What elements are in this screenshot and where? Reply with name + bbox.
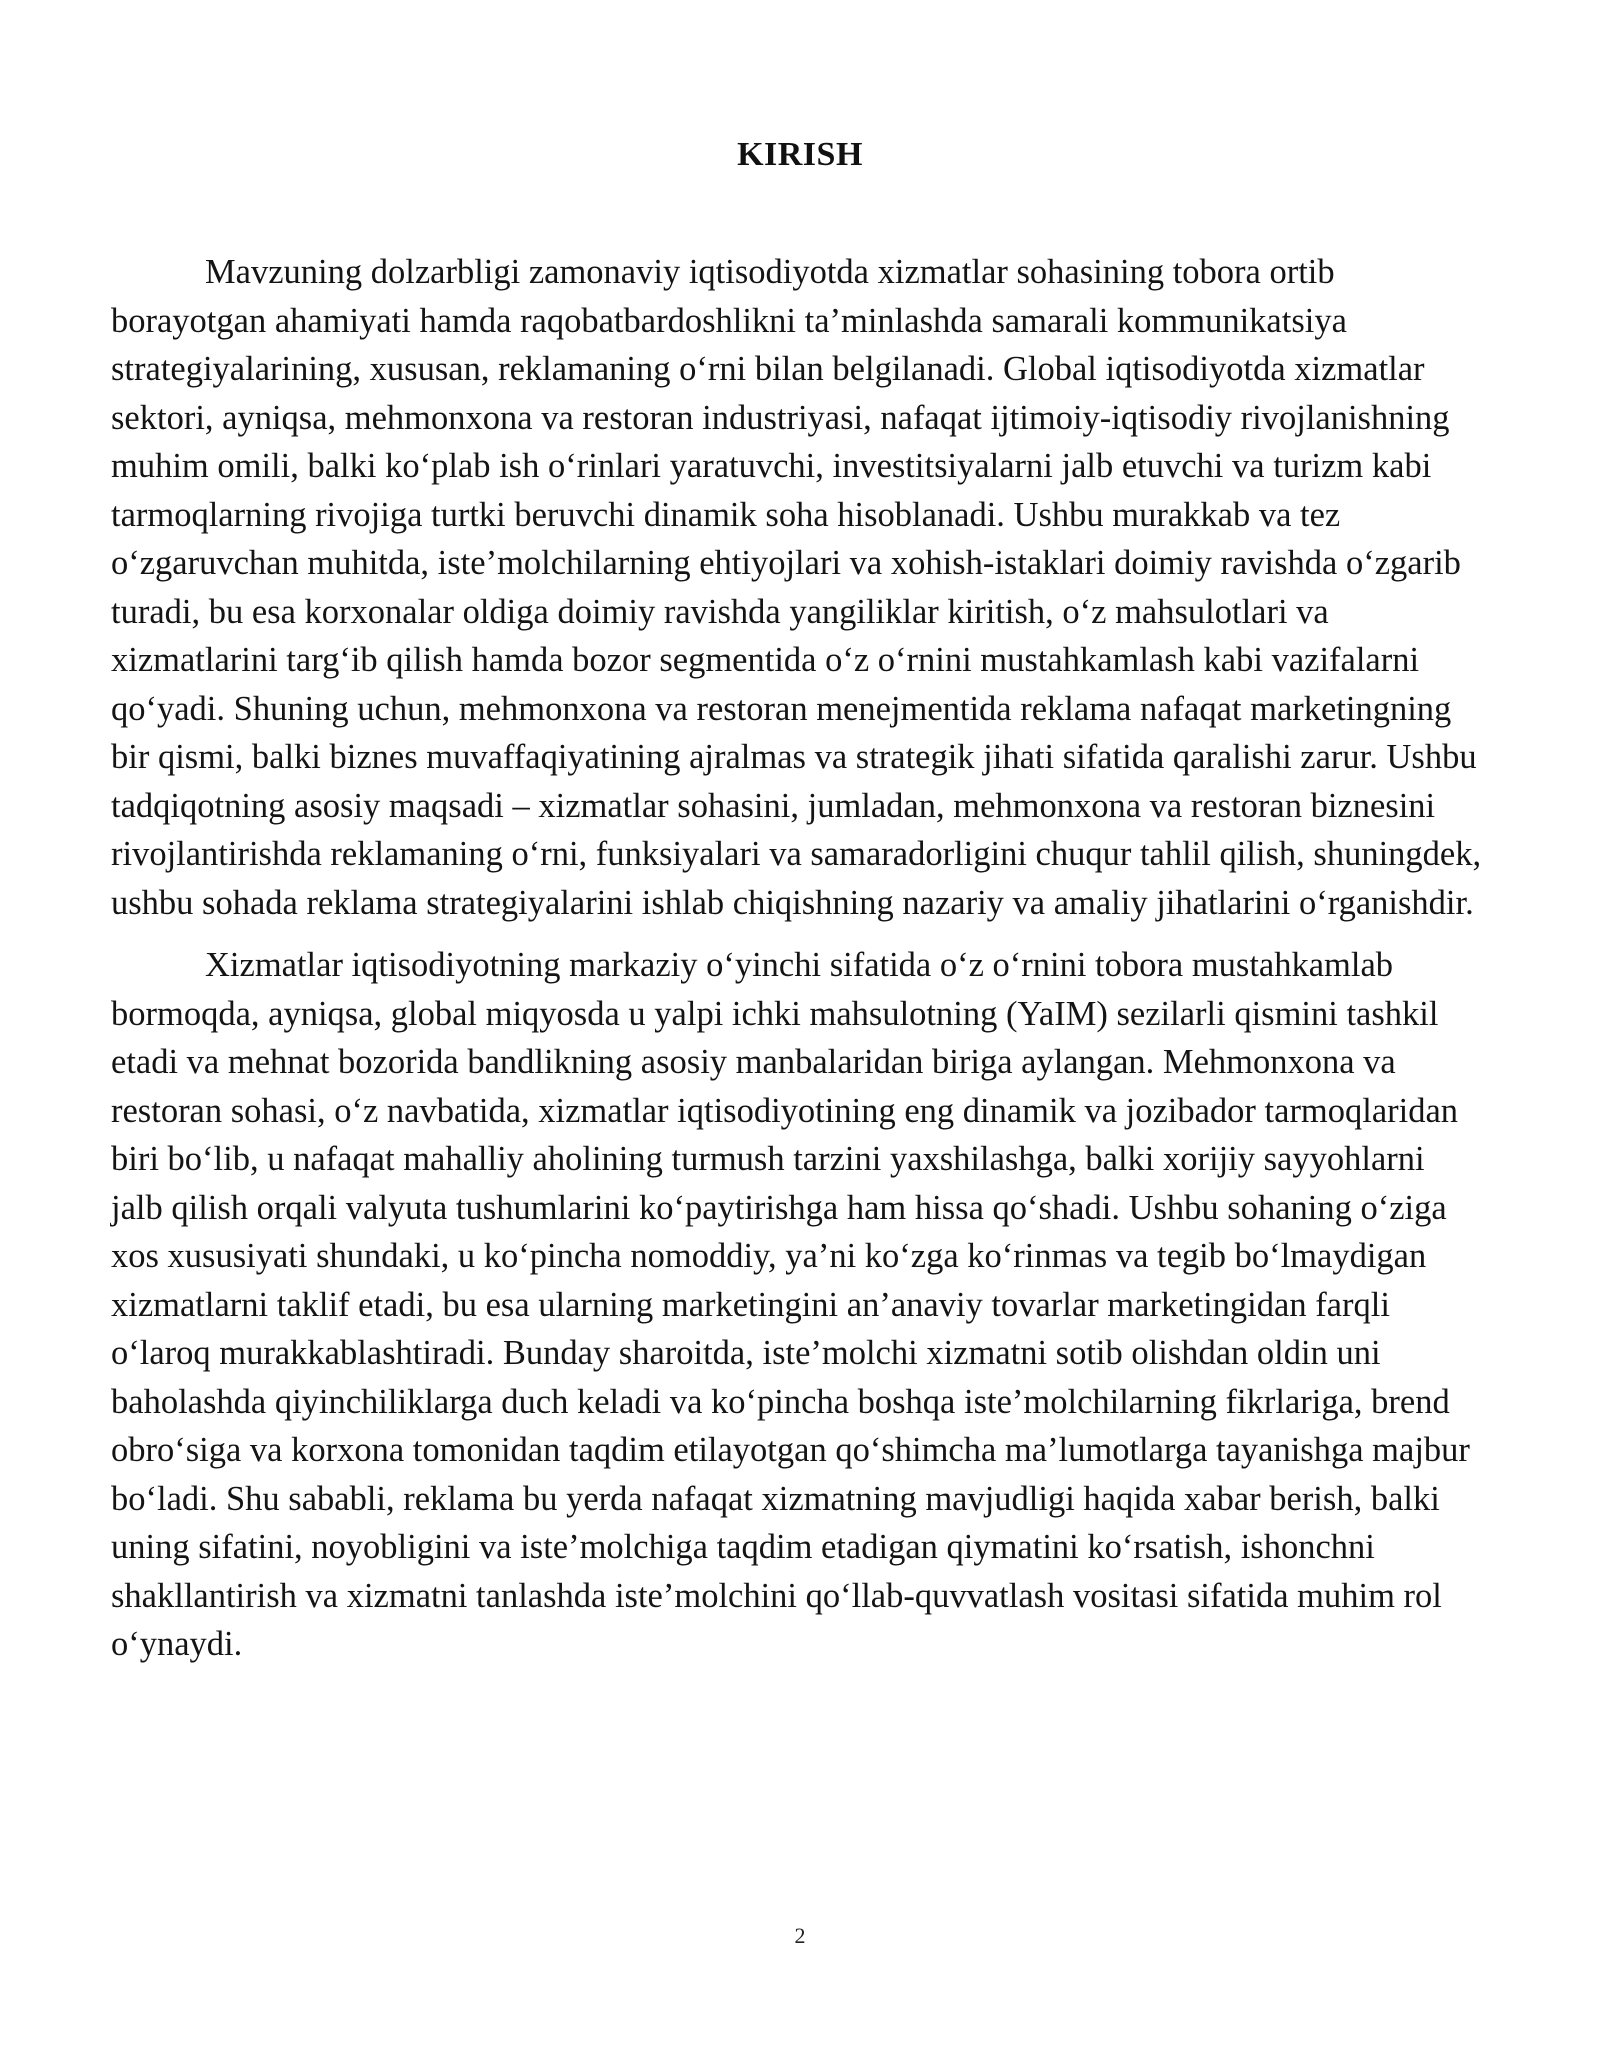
page-number: 2 (794, 1923, 806, 1948)
paragraph-2: Xizmatlar iqtisodiyotning markaziy o‘yinchi sifatida o‘z o‘rnini tobora mustahkamlab bormoqda, ayniqsa, global miqyosda u yalpi ichki mahsulotning (YaIM) sezilarli qismini tashkil etadi va mehnat bozorida bandlikning asosiy manbalaridan biriga aylangan. Mehmonxona va restoran sohasi, o‘z navbatida, xizmatlar iqtisodiyotining eng dinamik va jozibador tarmoqlaridan biri bo‘lib, u nafaqat mahalliy aholining turmush tarzini yaxshilashga, balki xorijiy sayyohlarni jalb qilish orqali valyuta tushumlarini ko‘paytirishga ham hissa qo‘shadi. Ushbu sohaning o‘ziga xos xususiyati shundaki, u ko‘pincha nomoddiy, ya’ni ko‘zga ko‘rinmas va tegib bo‘lmaydigan xizmatlarni taklif etadi, bu esa ularning marketingini an’anaviy tovarlar marketingidan farqli o‘laroq murakkablashtiradi. Bunday sharoitda, iste’molchi xizmatni sotib olishdan oldin uni baholashda qiyinchiliklarga duch keladi va ko‘pincha boshqa iste’molchilarning fikrlariga, brend obro‘siga va korxona tomonidan taqdim etilayotgan qo‘shimcha ma’lumotlarga tayanishga majbur bo‘ladi. Shu sababli, reklama bu yerda nafaqat xizmatning mavjudligi haqida xabar berish, balki uning sifatini, noyobligini va iste’molchiga taqdim etadigan qiymatini ko‘rsatish, ishonchni shakllantirish va xizmatni tanlashda iste’molchini qo‘llab-quvvatlash vositasi sifatida muhim rol o‘ynaydi. (111, 946, 1470, 1663)
paragraph-1: Mavzuning dolzarbligi zamonaviy iqtisodiyotda xizmatlar sohasining tobora ortib borayotgan ahamiyati hamda raqobatbardoshlikni ta’minlashda samarali kommunikatsiya strategiyalarining, xususan, reklamaning o‘rni bilan belgilanadi. Global iqtisodiyotda xizmatlar sektori, ayniqsa, mehmonxona va restoran industriyasi, nafaqat ijtimoiy-iqtisodiy rivojlanishning muhim omili, balki ko‘plab ish o‘rinlari yaratuvchi, investitsiyalarni jalb etuvchi va turizm kabi tarmoqlarning rivojiga turtki beruvchi dinamik soha hisoblanadi. Ushbu murakkab va tez o‘zgaruvchan muhitda, iste’molchilarning ehtiyojlari va xohish-istaklari doimiy ravishda o‘zgarib turadi, bu esa korxonalar oldiga doimiy ravishda yangiliklar kiritish, o‘z mahsulotlari va xizmatlarini targ‘ib qilish hamda bozor segmentida o‘z o‘rnini mustahkamlash kabi vazifalarni qo‘yadi. Shuning uchun, mehmonxona va restoran menejmentida reklama nafaqat marketingning bir qismi, balki biznes muvaffaqiyatining ajralmas va strategik jihati sifatida qaralishi zarur. Ushbu tadqiqotning asosiy maqsadi – xizmatlar sohasini, jumladan, mehmonxona va restoran biznesini rivojlantirishda reklamaning o‘rni, funksiyalari va samaradorligini chuqur tahlil qilish, shuningdek, ushbu sohada reklama strategiyalarini ishlab chiqishning nazariy va amaliy jihatlarini o‘rganishdir. (111, 253, 1482, 922)
section-heading: KIRISH (737, 135, 863, 173)
body-text (111, 248, 1483, 1669)
